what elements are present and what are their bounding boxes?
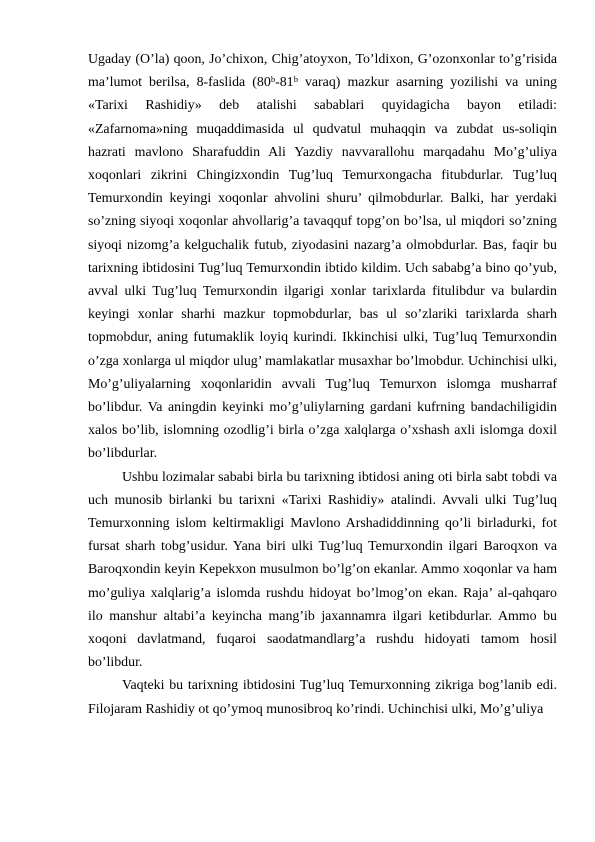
document-page (88, 48, 557, 721)
paragraph-3: Vaqteki bu tarixning ibtidosini Tug’luq Temurxonning zikriga bog’lanib edi. Filojaram Rashidiy ot qo’ymoq munosibroq ko’rindi. Uchinchisi ulki, Mo’g’uliya (88, 678, 557, 717)
paragraph-1: Ugaday (O’la) qoon, Jo’chixon, Chig’atoyxon, To’ldixon, G’ozonxonlar to’g’risida ma’lumot berilsa, 8-faslida (80ᵇ-81ᵇ varaq) mazkur asarning yozilishi va uning «Tarixi Rashidiy» deb atalishi sabablari quyidagicha bayon etiladi: «Zafarnoma»ning muqaddimasida ul qudvatul muhaqqin va zubdat us-soliqin hazrati mavlono Sharafuddin Ali Yazdiy navvarallohu marqadahu Mo’g’uliya xoqonlari zikrini Chingizxondin Tug’luq Temurxongacha fitubdurlar. Tug’luq Temurxondin keyingi xoqonlar ahvolini shuru’ qilmobdurlar. Balki, har yerdaki so’zning siyoqi xoqonlar ahvollarig’a tavaqquf topg’on bo’lsa, ul miqdori so’zning siyoqi nizomg’a kelguchalik futub, ziyodasini nazarg’a olmobdurlar. Bas, faqir bu tarixning ibtidosini Tug’luq Temurxondin ibtido kildim. Uch sababg’a bino qo’yub, avval ulki Tug’luq Temurxondin ilgarigi xonlar tarixlarda fitulibdur va bulardin keyingi xonlar sharhi mazkur topmobdurlar, bas ul so’zlariki tarixlarda sharh topmobdur, aning futumaklik loyiq kurindi. Ikkinchisi ulki, Tug’luq Temurxondin o’zga xonlarga ul miqdor ulug’ mamlakatlar musaxhar bo’lmobdur. Uchinchisi ulki, Mo’g’uliyalarning xoqonlaridin avvali Tug’luq Temurxon islomga musharraf bo’libdur. Va aningdin keyinki mo’g’uliylarning gardani kufrning bandachiligidin xalos bo’lib, islomning ozodlig’i birla o’zga xalqlarga o’xshash axli islomga doxil bo’libdurlar. (88, 52, 557, 462)
paragraph-2: Ushbu lozimalar sababi birla bu tarixning ibtidosi aning oti birla sabt tobdi va uch munosib birlanki bu tarixni «Tarixi Rashidiy» atalindi. Avvali ulki Tug’luq Temurxonning islom keltirmakligi Mavlono Arshadiddinning qo’li birladurki, fot fursat sharh tobg’usidur. Yana biri ulki Tug’luq Temurxondin ilgari Baroqxon va Baroqxondin keyin Kepekxon musulmon bo’lg’on ekanlar. Ammo xoqonlar va ham mo’guliya xalqlarig’a islomda rushdu hidoyat bo’lmog’on ekan. Raja’ al-qahqaro ilo manshur altabi’a keyincha mang’ib jaxannamra ilgari ketibdurlar. Ammo bu xoqoni davlatmand, fuqaroi saodatmandlarg’a rushdu hidoyati tamom hosil bo’libdur. (88, 469, 557, 671)
